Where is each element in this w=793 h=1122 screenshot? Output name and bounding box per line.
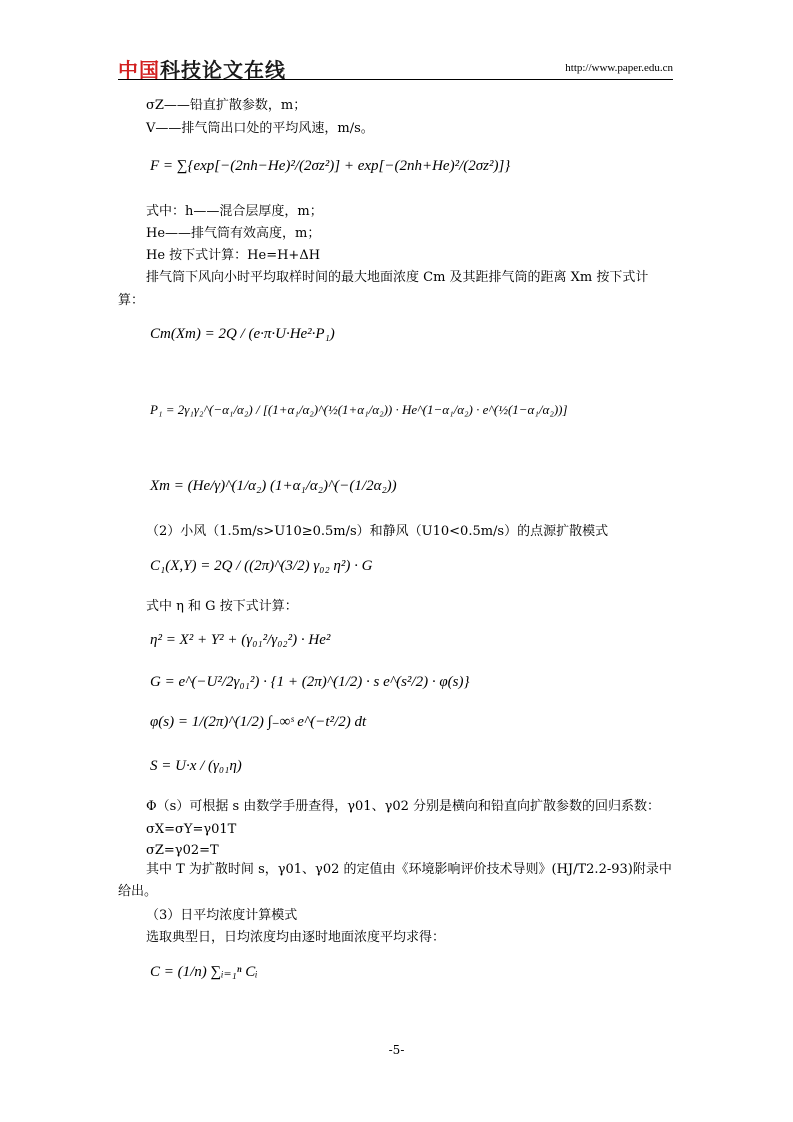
formula-cm: Cm(Xm) = 2Q / (e·π·U·He²·P₁): [150, 326, 335, 342]
logo-red-text: 中国: [118, 58, 160, 82]
formula-g: G = e^(−U²/2γ₀₁²) · {1 + (2π)^(1/2) · s e^(s²/2) · φ(s)}: [150, 674, 470, 690]
section-3-heading: （3）日平均浓度计算模式: [146, 908, 298, 923]
text-v: V——排气筒出口处的平均风速，m/s。: [146, 121, 374, 136]
page-number: -5-: [388, 1043, 405, 1057]
text-eta-g: 式中 η 和 G 按下式计算：: [146, 599, 298, 614]
header-rule: [118, 79, 673, 80]
text-phi-desc: Φ（s）可根据 s 由数学手册查得，γ01、γ02 分别是横向和铅直向扩散参数的回归系数：: [146, 799, 661, 814]
text-sigma-xy: σX=σY=γ01T: [146, 822, 237, 837]
header-url[interactable]: http://www.paper.edu.cn: [565, 62, 673, 74]
text-sigma-z: σZ——铅直扩散参数，m；: [146, 98, 307, 113]
logo-text: 科技论文在线: [160, 58, 286, 82]
text-cm-intro-2: 算：: [118, 293, 145, 308]
formula-c1: C₁(X,Y) = 2Q / ((2π)^(3/2) γ₀₂ η²) · G: [150, 558, 373, 574]
page-header: [118, 52, 673, 82]
text-he-calc: He 按下式计算：He=H+ΔH: [146, 248, 321, 263]
text-h: 式中：h——混合层厚度，m；: [146, 204, 323, 219]
section-2-heading: （2）小风（1.5m/s>U10≥0.5m/s）和静风（U10<0.5m/s）的点源扩散模式: [146, 524, 609, 539]
formula-f: F = ∑{exp[−(2nh−He)²/(2σz²)] + exp[−(2nh+He)²/(2σz²)]}: [150, 158, 511, 174]
formula-phi: φ(s) = 1/(2π)^(1/2) ∫₋∞ˢ e^(−t²/2) dt: [150, 714, 367, 730]
text-t-desc-2: 给出。: [118, 884, 158, 899]
formula-eta: η² = X² + Y² + (γ₀₁²/γ₀₂²) · He²: [150, 632, 331, 648]
text-daily: 选取典型日，日均浓度均由逐时地面浓度平均求得：: [146, 930, 446, 945]
text-cm-intro: 排气筒下风向小时平均取样时间的最大地面浓度 Cm 及其距排气筒的距离 Xm 按下式计: [146, 270, 649, 285]
formula-p1: P₁ = 2γ₁γ₂^(−α₁/α₂) / [(1+α₁/α₂)^(½(1+α₁/α₂)) · He^(1−α₁/α₂) · e^(½(1−α₁/α₂))]: [150, 402, 568, 417]
text-he: He——排气筒有效高度，m；: [146, 226, 321, 241]
formula-xm: Xm = (He/γ)^(1/α₂) (1+α₁/α₂)^(−(1/2α₂)): [150, 478, 397, 494]
formula-c: C = (1/n) ∑ᵢ₌₁ⁿ Cᵢ: [150, 964, 258, 980]
text-t-desc: 其中 T 为扩散时间 s，γ01、γ02 的定值由《环境影响评价技术导则》(HJ/T2.2-93)附录中: [146, 862, 672, 877]
text-sigma-z2: σZ=γ02=T: [146, 843, 219, 858]
formula-s: S = U·x / (γ₀₁η): [150, 758, 242, 774]
